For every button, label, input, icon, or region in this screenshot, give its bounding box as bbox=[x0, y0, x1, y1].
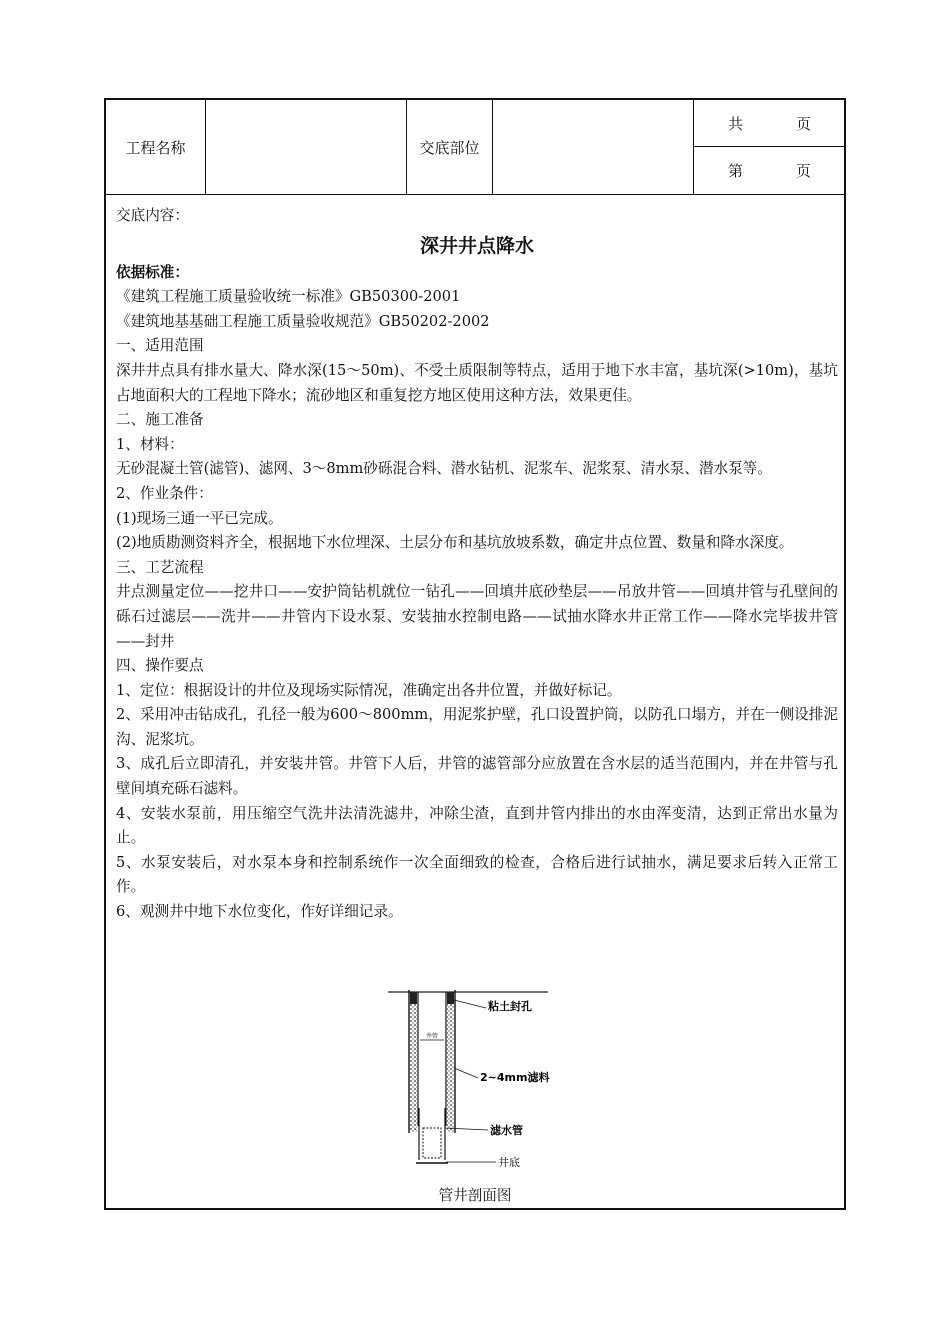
section-2-heading: 二、施工准备 bbox=[116, 411, 204, 429]
filter-pipe bbox=[423, 1128, 441, 1158]
location-value[interactable] bbox=[493, 100, 694, 194]
page-number: 第 页 bbox=[728, 162, 812, 180]
header-table bbox=[106, 100, 844, 195]
gravel-fill-right bbox=[447, 992, 454, 1132]
figure-caption: 管井剖面图 bbox=[438, 1187, 512, 1204]
materials-heading: 1、材料： bbox=[116, 435, 184, 453]
document-title: 深井井点降水 bbox=[419, 234, 534, 257]
basis-heading: 依据标准： bbox=[116, 263, 189, 281]
total-pages: 共 页 bbox=[694, 100, 844, 147]
project-name-label: 工程名称 bbox=[106, 100, 206, 194]
well-bottom-label: 井底 bbox=[498, 1156, 520, 1169]
section-1-text: 深井井点具有排水量大、降水深(15～50m)、不受土质限制等特点，适用于地下水丰富，基坑深(>10m)，基坑占地面积大的工程地下降水；流砂地区和重复挖方地区使用这种方法，效果更佳。 bbox=[116, 361, 838, 404]
standard-1: 《建筑工程施工质量验收统一标准》GB50300-2001 bbox=[116, 288, 461, 306]
process-flow-text: 井点测量定位——挖井口——安护筒钻机就位一钻孔——回填井底砂垫层——吊放井管——回填井管与孔壁间的砾石过滤层——洗井——井管内下设水泵、安装抽水控制电路——试抽水降水井正常工作——降水完毕拔井管——封井 bbox=[116, 583, 838, 650]
operation-item-4: 4、安装水泵前，用压缩空气洗井法清洗滤井，冲除尘渣，直到井管内排出的水由浑变清，达到正常出水量为止。 bbox=[116, 804, 838, 847]
clay-seal-left bbox=[410, 992, 417, 1004]
condition-2: (2)地质勘测资料齐全，根据地下水位埋深、土层分布和基坑放坡系数，确定井点位置、数量和降水深度。 bbox=[116, 534, 794, 552]
well-pipe-label: 井管 bbox=[426, 1033, 439, 1040]
gravel-fill-left bbox=[410, 992, 417, 1132]
operation-item-1: 1、定位：根据设计的井位及现场实际情况，准确定出各井位置，并做好标记。 bbox=[116, 681, 622, 699]
standard-2: 《建筑地基基础工程施工质量验收规范》GB50202-2002 bbox=[116, 312, 490, 330]
location-label: 交底部位 bbox=[407, 100, 493, 194]
disclosure-content bbox=[116, 204, 838, 925]
operation-item-3: 3、成孔后立即清孔，并安装井管。井管下人后，井管的滤管部分应放置在含水层的适当范围内，并在井管与孔壁间填充砾石滤料。 bbox=[116, 755, 838, 798]
operation-item-2: 2、采用冲击钻成孔，孔径一般为600～800mm，用泥浆护壁，孔口设置护筒，以防孔口塌方，并在一侧设排泥沟、泥浆坑。 bbox=[116, 706, 838, 748]
filter-pipe-label: 滤水管 bbox=[490, 1124, 523, 1137]
materials-text: 无砂混凝土管(滤管)、滤网、3～8mm砂砾混合料、潜水钻机、泥浆车、泥浆泵、清水泵、潜水泵等。 bbox=[116, 460, 772, 478]
leader-filter-material bbox=[454, 1068, 478, 1078]
leader-clay-seal bbox=[454, 1000, 486, 1008]
project-name-value[interactable] bbox=[206, 100, 407, 194]
conditions-heading: 2、作业条件： bbox=[116, 484, 213, 502]
clay-seal-label: 粘土封孔 bbox=[488, 1000, 532, 1013]
section-1-heading: 一、适用范围 bbox=[116, 337, 204, 355]
filter-material-label: 2~4mm滤料 bbox=[480, 1071, 550, 1084]
clay-seal-right bbox=[447, 992, 454, 1004]
section-4-heading: 四、操作要点 bbox=[116, 657, 204, 675]
operation-item-5: 5、水泵安装后，对水泵本身和控制系统作一次全面细致的检查，合格后进行试抽水，满足要求后转入正常工作。 bbox=[116, 853, 838, 896]
intro-label: 交底内容： bbox=[116, 207, 189, 224]
section-3-heading: 三、工艺流程 bbox=[116, 558, 204, 576]
condition-1: (1)现场三通一平已完成。 bbox=[116, 509, 283, 527]
operation-item-6: 6、观测井中地下水位变化，作好详细记录。 bbox=[116, 903, 403, 921]
disclosure-sheet bbox=[104, 98, 846, 1210]
well-section-diagram bbox=[386, 988, 586, 1170]
